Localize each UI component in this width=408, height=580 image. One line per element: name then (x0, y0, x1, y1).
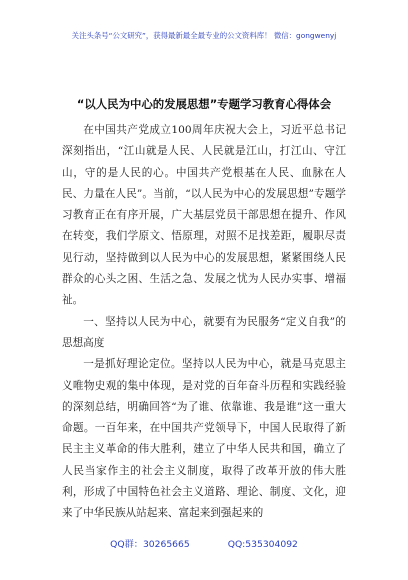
footer-contacts (0, 536, 408, 550)
document-body (62, 120, 346, 525)
paragraph-intro: 在中国共产党成立100周年庆祝大会上，习近平总书记深刻指出，“江山就是人民、人民就是江山，打江山、守江山，守的是人民的心。中国共产党根基在人民、血脉在人民、力量在人民”。当前，“以人民为中心的发展思想”专题学习教育正在有序开展，广大基层党员干部思想在提升、作风在转变，我们学原文、悟原理，对照不足找差距，履职尽责见行动，坚持做到以人民为中心的发展思想，紧紧围绕人民群众的心头之困、生活之急、发展之忧为人民办实事、增福祉。 (62, 124, 346, 307)
header-banner: 关注头条号“公文研究”，获得最新最全最专业的公文资料库！ 微信：gongwenyj (71, 31, 337, 40)
document-title: “以人民为中心的发展思想”专题学习教育心得体会 (76, 97, 332, 111)
footer-qq-group: QQ群：30265665 (110, 539, 190, 550)
section-heading-1: 一、坚持以人民为中心，就要有为民服务“定义自我”的思想高度 (62, 315, 346, 349)
paragraph-theory: 一是抓好理论定位。坚持以人民为中心，就是马克思主义唯物史观的集中体现，是对党的百年奋斗历程和实践经验的深刻总结，明确回答“为了谁、依靠谁、我是谁”这一重大命题。一百年来，在中国共产党领导下，中国人民取得了新民主主义革命的伟大胜利，建立了中华人民共和国，确立了人民当家作主的社会主义制度，取得了改革开放的伟大胜利，形成了中国特色社会主义道路、理论、制度、文化，迎来了中华民族从站起来、富起来到强起来的 (62, 358, 346, 520)
footer-qq: QQ:535304092 (227, 539, 298, 550)
